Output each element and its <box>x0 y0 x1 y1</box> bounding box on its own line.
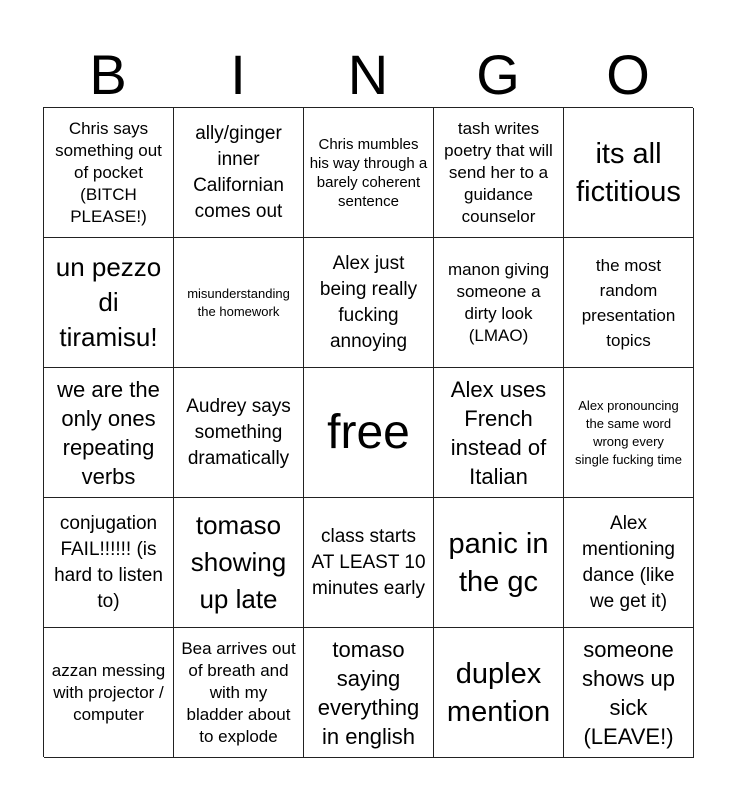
header-letter-i: I <box>230 43 246 106</box>
cell-text: tomaso saying everything in english <box>317 636 420 749</box>
bingo-cell[interactable] <box>44 368 174 498</box>
cell-text: ally/ginger inner Californian comes out <box>193 122 284 222</box>
header-letter-n: N <box>347 43 389 106</box>
bingo-cell[interactable] <box>174 498 304 628</box>
cell-text: someone shows up sick (LEAVE!) <box>582 636 675 749</box>
bingo-header <box>43 44 693 106</box>
bingo-cell[interactable] <box>174 238 304 368</box>
bingo-cell[interactable] <box>304 628 434 758</box>
bingo-cell[interactable] <box>174 108 304 238</box>
cell-text: the most random presentation topics <box>581 255 676 350</box>
bingo-cell[interactable] <box>434 498 564 628</box>
bingo-cell[interactable] <box>174 628 304 758</box>
free-space-label: free <box>327 405 410 459</box>
cell-text: Chris says something out of pocket (BITCH PLEASE!) <box>55 118 162 226</box>
bingo-cell[interactable] <box>434 108 564 238</box>
cell-text: we are the only ones repeating verbs <box>57 376 160 489</box>
cell-text: Bea arrives out of breath and with my bladder about to explode <box>181 638 296 746</box>
bingo-cell[interactable] <box>44 238 174 368</box>
cell-text: Chris mumbles his way through a barely coherent sentence <box>309 135 428 210</box>
bingo-cell[interactable] <box>44 108 174 238</box>
bingo-cell[interactable] <box>434 628 564 758</box>
bingo-cell[interactable] <box>564 498 694 628</box>
cell-text: azzan messing with projector / computer <box>51 660 166 724</box>
bingo-cell[interactable] <box>304 498 434 628</box>
cell-text: Audrey says something dramatically <box>186 395 291 469</box>
bingo-cell[interactable] <box>304 108 434 238</box>
bingo-board <box>43 107 693 757</box>
bingo-cell[interactable] <box>44 628 174 758</box>
cell-text: un pezzo di tiramisu! <box>55 252 162 352</box>
cell-text: conjugation FAIL!!!!!! (is hard to listen to) <box>54 512 163 612</box>
cell-text: duplex mention <box>446 657 551 728</box>
bingo-cell-free[interactable] <box>304 368 434 498</box>
bingo-cell[interactable] <box>304 238 434 368</box>
cell-text: tomaso showing up late <box>190 510 287 614</box>
cell-text: panic in the gc <box>448 527 549 598</box>
cell-text: its all fictitious <box>576 137 681 208</box>
cell-text: tash writes poetry that will send her to a guidance counselor <box>444 118 553 226</box>
header-letter-b: B <box>89 43 127 106</box>
cell-text: class starts AT LEAST 10 minutes early <box>311 525 426 599</box>
bingo-cell[interactable] <box>434 368 564 498</box>
cell-text: Alex pronouncing the same word wrong every single fucking time <box>575 397 682 467</box>
header-letter-o: O <box>606 43 650 106</box>
cell-text: Alex mentioning dance (like we get it) <box>582 512 675 612</box>
bingo-cell[interactable] <box>564 368 694 498</box>
bingo-cell[interactable] <box>564 628 694 758</box>
bingo-cell[interactable] <box>44 498 174 628</box>
bingo-cell[interactable] <box>174 368 304 498</box>
bingo-cell[interactable] <box>564 238 694 368</box>
cell-text: Alex just being really fucking annoying <box>319 252 418 352</box>
bingo-cell[interactable] <box>434 238 564 368</box>
cell-text: manon giving someone a dirty look (LMAO) <box>447 259 550 345</box>
header-letter-g: G <box>476 43 520 106</box>
bingo-cell[interactable] <box>564 108 694 238</box>
cell-text: Alex uses French instead of Italian <box>450 376 547 489</box>
cell-text: misunderstanding the homework <box>187 285 290 319</box>
